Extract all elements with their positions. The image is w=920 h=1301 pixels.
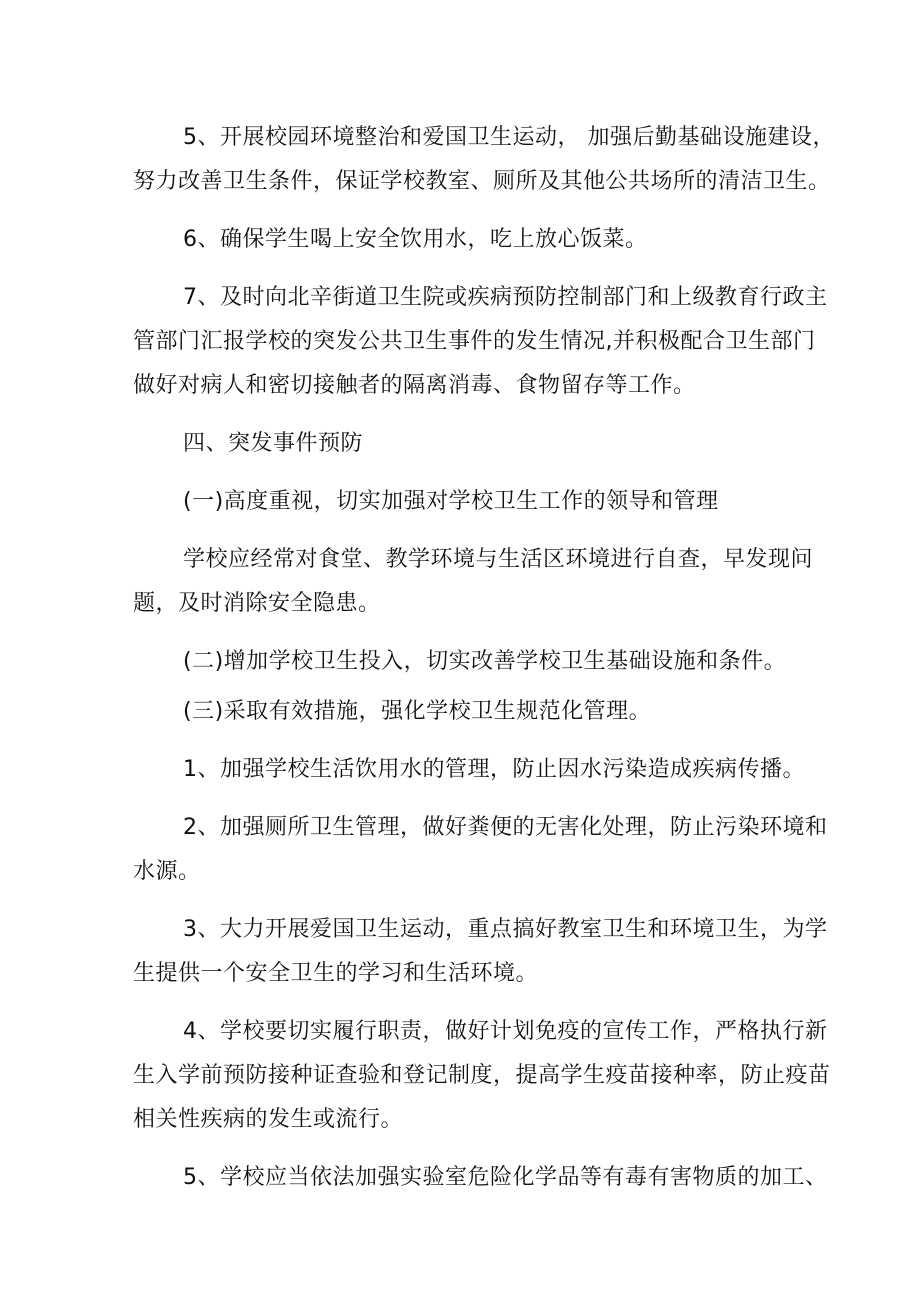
text-line: 努力改善卫生条件，保证学校教室、厕所及其他公共场所的清洁卫生。 xyxy=(133,169,831,194)
text-line: 1、加强学校生活饮用水的管理，防止因水污染造成疾病传播。 xyxy=(183,757,805,782)
text-line: 相关性疾病的发生或流行。 xyxy=(133,1107,404,1132)
text-line: 学校应经常对食堂、教学环境与生活区环境进行自查，早发现问 xyxy=(183,547,814,572)
text-line: 4、学校要切实履行职责，做好计划免疫的宣传工作，严格执行新 xyxy=(183,1019,828,1044)
subsection-heading: (三)采取有效措施，强化学校卫生规范化管理。 xyxy=(183,699,652,724)
text-line: 做好对病人和密切接触者的隔离消毒、食物留存等工作。 xyxy=(133,373,696,398)
text-line: 管部门汇报学校的突发公共卫生事件的发生情况,并积极配合卫生部门 xyxy=(133,329,816,354)
subsection-heading: (一)高度重视，切实加强对学校卫生工作的领导和管理 xyxy=(183,489,719,514)
text-line: 3、大力开展爱国卫生运动，重点搞好教室卫生和环境卫生，为学 xyxy=(183,917,828,942)
text-line: 生入学前预防接种证查验和登记制度，提高学生疫苗接种率，防止疫苗 xyxy=(133,1063,831,1088)
text-line: 5、开展校园环境整治和爱国卫生运动， 加强后勤基础设施建设， xyxy=(183,125,835,150)
text-line: 5、学校应当依法加强实验室危险化学品等有毒有害物质的加工、 xyxy=(183,1165,828,1190)
text-line: 题，及时消除安全隐患。 xyxy=(133,591,381,616)
text-line: 2、加强厕所卫生管理，做好粪便的无害化处理，防止污染环境和 xyxy=(183,815,828,840)
text-line: 水源。 xyxy=(133,859,201,884)
text-line: 7、及时向北辛街道卫生院或疾病预防控制部门和上级教育行政主 xyxy=(183,285,828,310)
text-line: 6、确保学生喝上安全饮用水，吃上放心饭菜。 xyxy=(183,227,648,252)
text-line: 生提供一个安全卫生的学习和生活环境。 xyxy=(133,961,539,986)
section-heading: 四、突发事件预防 xyxy=(183,431,364,456)
subsection-heading: (二)增加学校卫生投入，切实改善学校卫生基础设施和条件。 xyxy=(183,649,787,674)
